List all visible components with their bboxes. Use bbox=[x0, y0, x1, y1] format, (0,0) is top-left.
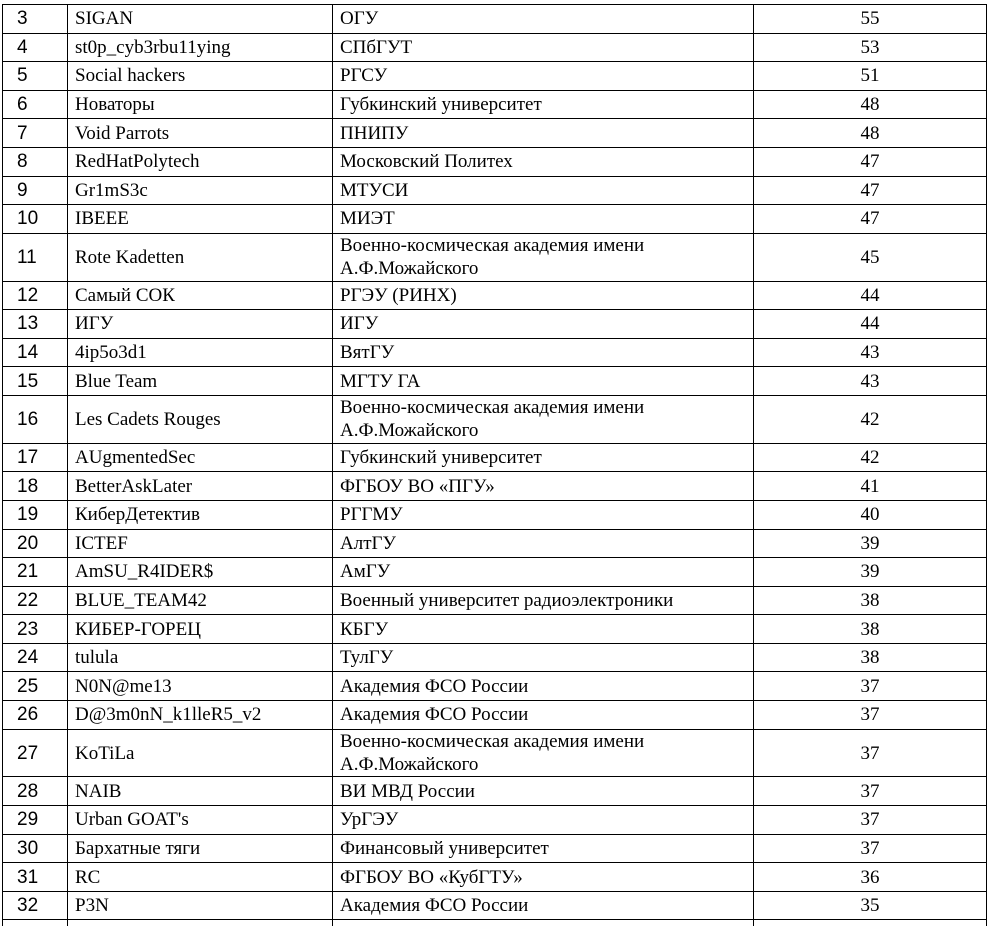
place-cell: 20 bbox=[3, 529, 68, 558]
score-cell: 43 bbox=[754, 338, 987, 367]
place-cell: 24 bbox=[3, 643, 68, 672]
university-cell: Губкинский университет bbox=[333, 443, 754, 472]
team-cell: Новаторы bbox=[68, 90, 333, 119]
team-cell: AUgmentedSec bbox=[68, 443, 333, 472]
university-cell: Военно-космическая академия имени А.Ф.Можайского bbox=[333, 233, 754, 281]
university-cell: Военный университет радиоэлектроники bbox=[333, 586, 754, 615]
table-row bbox=[3, 500, 987, 529]
score-cell: 37 bbox=[754, 701, 987, 730]
score-cell: 37 bbox=[754, 834, 987, 863]
university-cell: Военно-космическая академия имени А.Ф.Можайского bbox=[333, 395, 754, 443]
team-cell: Самый СОК bbox=[68, 281, 333, 310]
place-cell: 22 bbox=[3, 586, 68, 615]
score-cell: 42 bbox=[754, 395, 987, 443]
place-cell: 25 bbox=[3, 672, 68, 701]
table-row bbox=[3, 90, 987, 119]
results-table bbox=[2, 4, 987, 926]
table-row bbox=[3, 119, 987, 148]
table-row bbox=[3, 834, 987, 863]
team-cell: Void Parrots bbox=[68, 119, 333, 148]
table-row bbox=[3, 33, 987, 62]
university-cell: РГГМУ bbox=[333, 500, 754, 529]
score-cell: 47 bbox=[754, 176, 987, 205]
score-cell: 51 bbox=[754, 62, 987, 91]
score-cell: 37 bbox=[754, 729, 987, 777]
team-cell: KoTiLa bbox=[68, 729, 333, 777]
place-cell: 14 bbox=[3, 338, 68, 367]
team-cell: ICTEF bbox=[68, 529, 333, 558]
place-cell: 13 bbox=[3, 310, 68, 339]
score-cell: 38 bbox=[754, 615, 987, 644]
place-cell: 15 bbox=[3, 367, 68, 396]
team-cell: ИГУ bbox=[68, 310, 333, 339]
table-row-cut-off bbox=[3, 920, 987, 927]
university-cell: Академия ФСО России bbox=[333, 891, 754, 920]
team-cell: Бархатные тяги bbox=[68, 834, 333, 863]
table-row bbox=[3, 701, 987, 730]
score-cell: 38 bbox=[754, 643, 987, 672]
university-cell: РГСУ bbox=[333, 62, 754, 91]
team-cell: Blue Team bbox=[68, 367, 333, 396]
score-cell: 39 bbox=[754, 529, 987, 558]
place-cell: 11 bbox=[3, 233, 68, 281]
table-row bbox=[3, 5, 987, 34]
team-cell: D@3m0nN_k1lleR5_v2 bbox=[68, 701, 333, 730]
score-cell: 53 bbox=[754, 33, 987, 62]
table-row bbox=[3, 443, 987, 472]
empty-cell bbox=[333, 920, 754, 927]
team-cell: tulula bbox=[68, 643, 333, 672]
university-cell: Московский Политех bbox=[333, 147, 754, 176]
place-cell: 27 bbox=[3, 729, 68, 777]
university-cell: ФГБОУ ВО «КубГТУ» bbox=[333, 863, 754, 892]
table-row bbox=[3, 529, 987, 558]
table-row bbox=[3, 205, 987, 234]
empty-cell bbox=[3, 920, 68, 927]
university-cell: СПбГУТ bbox=[333, 33, 754, 62]
table-row bbox=[3, 147, 987, 176]
place-cell: 32 bbox=[3, 891, 68, 920]
score-cell: 36 bbox=[754, 863, 987, 892]
university-cell: КБГУ bbox=[333, 615, 754, 644]
university-cell: ВятГУ bbox=[333, 338, 754, 367]
place-cell: 29 bbox=[3, 806, 68, 835]
place-cell: 3 bbox=[3, 5, 68, 34]
university-cell: Финансовый университет bbox=[333, 834, 754, 863]
score-cell: 35 bbox=[754, 891, 987, 920]
table-row bbox=[3, 672, 987, 701]
place-cell: 5 bbox=[3, 62, 68, 91]
place-cell: 10 bbox=[3, 205, 68, 234]
score-cell: 55 bbox=[754, 5, 987, 34]
team-cell: RC bbox=[68, 863, 333, 892]
university-cell: ТулГУ bbox=[333, 643, 754, 672]
score-cell: 37 bbox=[754, 806, 987, 835]
team-cell: N0N@me13 bbox=[68, 672, 333, 701]
score-cell: 39 bbox=[754, 558, 987, 587]
team-cell: Urban GOAT's bbox=[68, 806, 333, 835]
university-cell: ПНИПУ bbox=[333, 119, 754, 148]
score-cell: 42 bbox=[754, 443, 987, 472]
table-row bbox=[3, 62, 987, 91]
table-row bbox=[3, 472, 987, 501]
team-cell: P3N bbox=[68, 891, 333, 920]
team-cell: SIGAN bbox=[68, 5, 333, 34]
team-cell: КиберДетектив bbox=[68, 500, 333, 529]
university-cell: Академия ФСО России bbox=[333, 672, 754, 701]
team-cell: 4ip5o3d1 bbox=[68, 338, 333, 367]
table-row bbox=[3, 310, 987, 339]
table-row bbox=[3, 558, 987, 587]
university-cell: АмГУ bbox=[333, 558, 754, 587]
place-cell: 18 bbox=[3, 472, 68, 501]
table-row bbox=[3, 615, 987, 644]
university-cell: ОГУ bbox=[333, 5, 754, 34]
team-cell: RedHatPolytech bbox=[68, 147, 333, 176]
table-row bbox=[3, 806, 987, 835]
university-cell: ВИ МВД России bbox=[333, 777, 754, 806]
place-cell: 21 bbox=[3, 558, 68, 587]
university-cell: Академия ФСО России bbox=[333, 701, 754, 730]
table-row bbox=[3, 586, 987, 615]
place-cell: 12 bbox=[3, 281, 68, 310]
score-cell: 40 bbox=[754, 500, 987, 529]
score-cell: 37 bbox=[754, 777, 987, 806]
score-cell: 48 bbox=[754, 90, 987, 119]
place-cell: 17 bbox=[3, 443, 68, 472]
place-cell: 26 bbox=[3, 701, 68, 730]
team-cell: Gr1mS3c bbox=[68, 176, 333, 205]
team-cell: BLUE_TEAM42 bbox=[68, 586, 333, 615]
table-row bbox=[3, 777, 987, 806]
table-row bbox=[3, 729, 987, 777]
team-cell: Social hackers bbox=[68, 62, 333, 91]
table-row bbox=[3, 863, 987, 892]
university-cell: АлтГУ bbox=[333, 529, 754, 558]
university-cell: Военно-космическая академия имени А.Ф.Можайского bbox=[333, 729, 754, 777]
place-cell: 4 bbox=[3, 33, 68, 62]
score-cell: 44 bbox=[754, 310, 987, 339]
empty-cell bbox=[754, 920, 987, 927]
team-cell: NAIB bbox=[68, 777, 333, 806]
score-cell: 45 bbox=[754, 233, 987, 281]
university-cell: УрГЭУ bbox=[333, 806, 754, 835]
place-cell: 9 bbox=[3, 176, 68, 205]
university-cell: МТУСИ bbox=[333, 176, 754, 205]
university-cell: Губкинский университет bbox=[333, 90, 754, 119]
score-cell: 43 bbox=[754, 367, 987, 396]
university-cell: ИГУ bbox=[333, 310, 754, 339]
place-cell: 7 bbox=[3, 119, 68, 148]
score-cell: 38 bbox=[754, 586, 987, 615]
table-row bbox=[3, 643, 987, 672]
university-cell: МИЭТ bbox=[333, 205, 754, 234]
place-cell: 28 bbox=[3, 777, 68, 806]
team-cell: BetterAskLater bbox=[68, 472, 333, 501]
empty-cell bbox=[68, 920, 333, 927]
team-cell: Rote Kadetten bbox=[68, 233, 333, 281]
place-cell: 16 bbox=[3, 395, 68, 443]
university-cell: РГЭУ (РИНХ) bbox=[333, 281, 754, 310]
score-cell: 47 bbox=[754, 205, 987, 234]
table-row bbox=[3, 367, 987, 396]
table-row bbox=[3, 338, 987, 367]
team-cell: КИБЕР-ГОРЕЦ bbox=[68, 615, 333, 644]
team-cell: st0p_cyb3rbu11ying bbox=[68, 33, 333, 62]
team-cell: Les Cadets Rouges bbox=[68, 395, 333, 443]
table-row bbox=[3, 395, 987, 443]
university-cell: ФГБОУ ВО «ПГУ» bbox=[333, 472, 754, 501]
score-cell: 47 bbox=[754, 147, 987, 176]
place-cell: 8 bbox=[3, 147, 68, 176]
table-row bbox=[3, 176, 987, 205]
score-cell: 41 bbox=[754, 472, 987, 501]
team-cell: AmSU_R4IDER$ bbox=[68, 558, 333, 587]
table-row bbox=[3, 233, 987, 281]
score-cell: 48 bbox=[754, 119, 987, 148]
place-cell: 19 bbox=[3, 500, 68, 529]
table-row bbox=[3, 281, 987, 310]
score-cell: 44 bbox=[754, 281, 987, 310]
place-cell: 23 bbox=[3, 615, 68, 644]
place-cell: 30 bbox=[3, 834, 68, 863]
score-cell: 37 bbox=[754, 672, 987, 701]
results-table-body bbox=[3, 5, 987, 927]
table-row bbox=[3, 891, 987, 920]
place-cell: 6 bbox=[3, 90, 68, 119]
university-cell: МГТУ ГА bbox=[333, 367, 754, 396]
place-cell: 31 bbox=[3, 863, 68, 892]
team-cell: IBEEE bbox=[68, 205, 333, 234]
